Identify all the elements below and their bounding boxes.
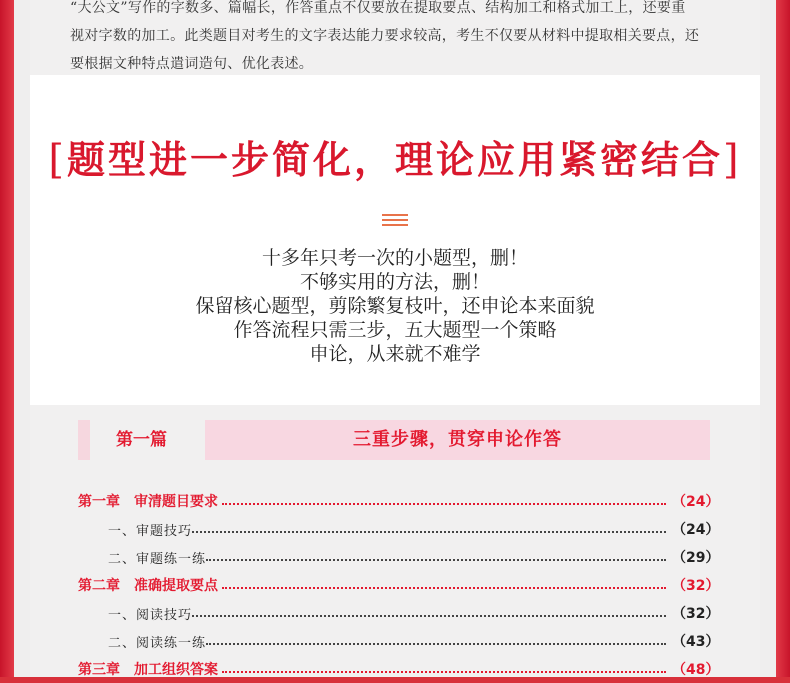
toc-chapter[interactable] xyxy=(78,571,720,599)
section-title: 二、阅读练一练 xyxy=(108,635,207,651)
chapter-title: 准确提取要点 xyxy=(134,578,218,594)
chapter-number: 第二章 xyxy=(78,578,120,594)
slogan-line: 保留核心题型，剪除繁复枝叶，还申论本来面貌 xyxy=(195,295,595,317)
left-red-frame xyxy=(0,0,14,677)
section-headline xyxy=(30,129,760,184)
section-title: 一、审题技巧 xyxy=(108,523,193,539)
page-number: （24） xyxy=(672,522,720,538)
intro-line: 要根据文种特点遣词造句、优化表述。 xyxy=(70,56,314,72)
page-number: （43） xyxy=(672,634,720,650)
slogan-line: 不够实用的方法，删！ xyxy=(299,271,490,293)
toc-section[interactable] xyxy=(78,543,720,571)
page-number: （32） xyxy=(672,578,720,594)
intro-section xyxy=(30,0,760,75)
intro-paragraph xyxy=(70,0,730,78)
slogan-line: 申论，从来就不难学 xyxy=(309,343,481,365)
page-number: （48） xyxy=(672,662,720,678)
right-margin xyxy=(760,0,776,677)
slogan-list xyxy=(30,246,760,366)
slogan-line: 作答流程只需三步，五大题型一个策略 xyxy=(233,319,557,341)
leader-dots xyxy=(222,671,666,673)
leader-dots xyxy=(192,531,666,533)
right-red-frame xyxy=(776,0,790,677)
section-title: 一、阅读技巧 xyxy=(108,607,193,623)
headline-open-bracket: [ xyxy=(48,137,67,183)
toc-chapter[interactable] xyxy=(78,487,720,515)
section-title: 二、审题练一练 xyxy=(108,551,207,567)
page-number: （32） xyxy=(672,606,720,622)
triple-line-divider-icon xyxy=(382,214,408,226)
page-number: （29） xyxy=(672,550,720,566)
leader-dots xyxy=(222,503,666,505)
part-header xyxy=(78,420,710,460)
part-title: 三重步骤，贯穿申论作答 xyxy=(205,420,710,460)
slogan-line: 十多年只考一次的小题型，删！ xyxy=(261,247,528,269)
page-number: （24） xyxy=(672,494,720,510)
toc-list xyxy=(78,487,720,683)
chapter-title: 审清题目要求 xyxy=(134,494,218,510)
table-of-contents-section xyxy=(30,405,760,677)
feature-section xyxy=(30,75,760,405)
toc-section[interactable] xyxy=(78,599,720,627)
headline-close-bracket: ] xyxy=(723,137,742,183)
leader-dots xyxy=(222,587,666,589)
leader-dots xyxy=(206,559,666,561)
chapter-title: 加工组织答案 xyxy=(134,662,218,678)
left-margin xyxy=(14,0,30,677)
chapter-number: 第三章 xyxy=(78,662,120,678)
chapter-number: 第一章 xyxy=(78,494,120,510)
intro-line: “大公文”写作的字数多、篇幅长，作答重点不仅要放在提取要点、结构加工和格式加工上，还要重 xyxy=(70,0,686,16)
part-accent-bar xyxy=(78,420,90,460)
headline-text: 题型进一步简化，理论应用紧密结合 xyxy=(66,137,723,182)
toc-chapter[interactable] xyxy=(78,655,720,683)
leader-dots xyxy=(192,615,666,617)
leader-dots xyxy=(206,643,666,645)
toc-section[interactable] xyxy=(78,627,720,655)
part-label: 第一篇 xyxy=(116,430,167,450)
intro-line: 视对字数的加工。此类题目对考生的文字表达能力要求较高，考生不仅要从材料中提取相关要点，还 xyxy=(70,28,700,44)
toc-section[interactable] xyxy=(78,515,720,543)
